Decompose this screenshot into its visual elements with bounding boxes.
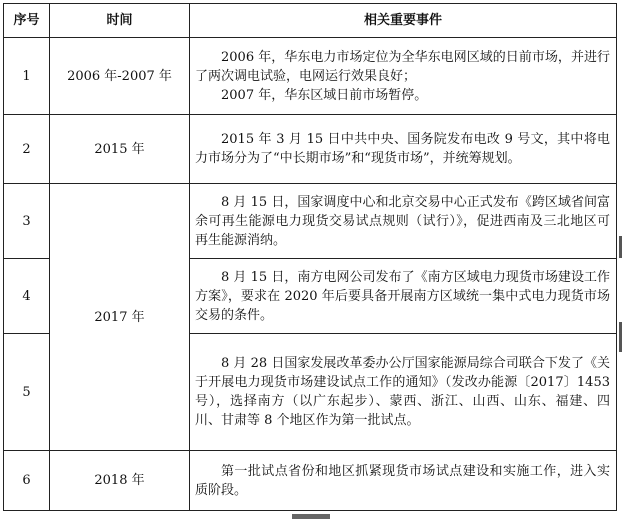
event-line: 第一批试点省份和地区抓紧现货市场试点建设和实施工作，进入实质阶段。: [195, 463, 610, 498]
row-time: 2017 年: [50, 184, 190, 451]
row-event: [190, 184, 617, 259]
events-table: [3, 3, 617, 511]
row-event: [190, 451, 617, 511]
row-time: 2006 年-2007 年: [50, 38, 190, 115]
table-row: [4, 451, 617, 511]
event-line: 8 月 15 日，南方电网公司发布了《南方区域电力现货市场建设工作方案》，要求在 2020 年后要具备开展南方区域统一集中式电力现货市场交易的条件。: [195, 269, 610, 323]
edge-artifact: [619, 236, 622, 258]
table-header-row: [4, 4, 617, 38]
table-row: [4, 184, 617, 259]
event-line: 8 月 15 日，国家调度中心和北京交易中心正式发布《跨区域省间富余可再生能源电力现货交易试点规则（试行）》，促进西南及三北地区可再生能源消纳。: [195, 194, 610, 248]
event-line: 8 月 28 日国家发展改革委办公厅国家能源局综合司联合下发了《关于开展电力现货市场建设试点工作的通知》（发改办能源〔2017〕1453 号），选择南方（以广东起步）、蒙西、浙江、山西、山东、福建、四川、甘肃等 8 个地区作为第一批试点。: [195, 356, 610, 428]
row-event: [190, 115, 617, 184]
edge-artifact: [619, 322, 622, 352]
table-row: [4, 38, 617, 115]
row-num: 3: [4, 184, 50, 259]
row-time: 2015 年: [50, 115, 190, 184]
row-event: [190, 259, 617, 334]
row-event: [190, 38, 617, 115]
header-time: 时间: [50, 4, 190, 38]
row-num: 1: [4, 38, 50, 115]
event-line: 2015 年 3 月 15 日中共中央、国务院发布电改 9 号文，其中将电力市场分为了“中长期市场”和“现货市场”，并统筹规划。: [195, 132, 610, 166]
row-event: [190, 334, 617, 451]
table-row: [4, 115, 617, 184]
event-line: 2006 年，华东电力市场定位为全华东电网区域的日前市场，并进行了两次调电试验，电网运行效果良好；: [195, 49, 610, 84]
row-num: 6: [4, 451, 50, 511]
row-num: 2: [4, 115, 50, 184]
row-num: 5: [4, 334, 50, 451]
row-time: 2018 年: [50, 451, 190, 511]
header-num: 序号: [4, 4, 50, 38]
edge-artifact: [292, 514, 330, 519]
header-event: 相关重要事件: [190, 4, 617, 38]
row-num: 4: [4, 259, 50, 334]
event-line: 2007 年，华东区域日前市场暂停。: [221, 87, 428, 103]
